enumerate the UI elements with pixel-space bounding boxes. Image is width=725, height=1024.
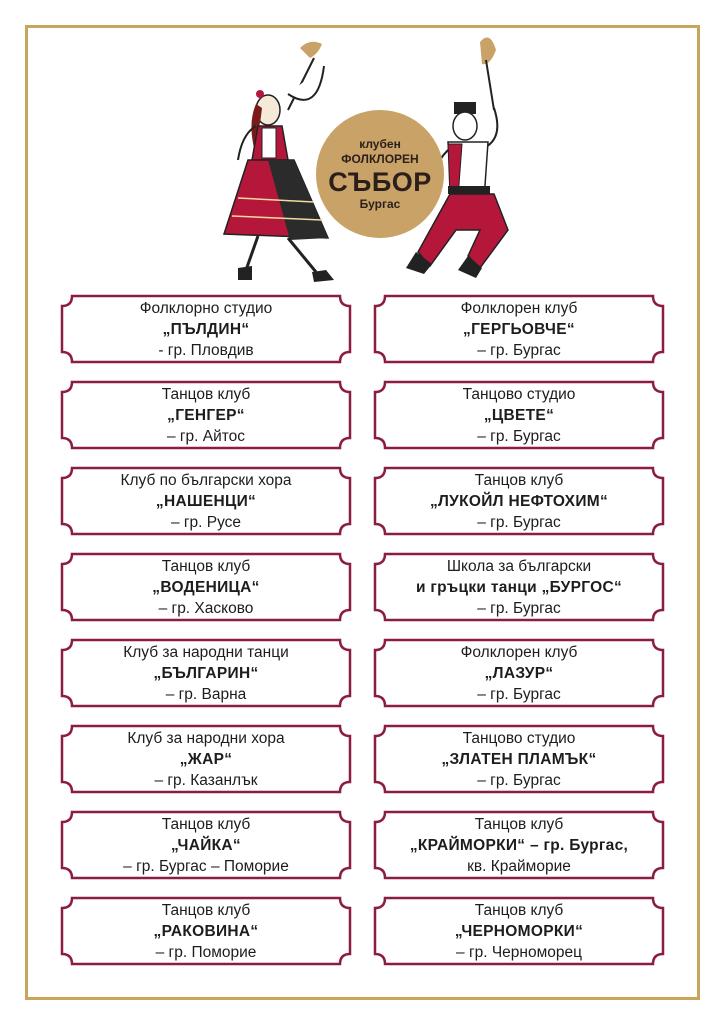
- club-city: – гр. Бургас: [477, 341, 561, 359]
- club-name: „ЦВЕТЕ“: [483, 406, 555, 424]
- club-type: Клуб за народни хора: [127, 729, 285, 747]
- festival-emblem: [316, 110, 444, 238]
- club-name: „ЗЛАТЕН ПЛАМЪК“: [441, 750, 597, 768]
- club-city: – гр. Бургас: [477, 427, 561, 445]
- club-card: [60, 810, 352, 880]
- club-card: [373, 380, 665, 450]
- club-type: Фолклорен клуб: [460, 299, 578, 317]
- club-type: Фолклорно студио: [139, 299, 273, 317]
- club-card: [373, 466, 665, 536]
- club-city: – гр. Хасково: [158, 599, 254, 617]
- club-name: и гръцки танци „БУРГОС“: [415, 578, 623, 596]
- club-name: „КРАЙМОРКИ“ – гр. Бургас,: [409, 836, 629, 854]
- club-card: [60, 724, 352, 794]
- club-type: Танцов клуб: [474, 901, 564, 919]
- club-card: [60, 466, 352, 536]
- club-name: „ЧАЙКА“: [171, 836, 241, 854]
- club-name: „ЧЕРНОМОРКИ“: [454, 922, 584, 940]
- club-type: Клуб за народни танци: [123, 643, 289, 661]
- club-card: [373, 810, 665, 880]
- club-city: – гр. Русе: [170, 513, 242, 531]
- emblem-subtitle-2: ФОЛКЛОРЕН: [341, 151, 419, 166]
- club-card: [60, 638, 352, 708]
- club-city: – гр. Айтос: [166, 427, 246, 445]
- club-name: „ЖАР“: [179, 750, 233, 768]
- emblem-city: Бургас: [359, 196, 401, 211]
- club-type: Танцов клуб: [161, 901, 251, 919]
- club-type: Школа за български: [446, 557, 592, 575]
- emblem-subtitle: клубен: [359, 136, 401, 151]
- club-name: „ГЕРГЬОВЧЕ“: [463, 320, 575, 338]
- club-card: [60, 896, 352, 966]
- club-name: „ПЪЛДИН“: [162, 320, 250, 338]
- club-name: „ЛАЗУР“: [484, 664, 554, 682]
- club-type: Клуб по български хора: [120, 471, 292, 489]
- club-city: – гр. Поморие: [155, 943, 257, 961]
- club-city: – гр. Бургас: [477, 685, 561, 703]
- club-card: [60, 552, 352, 622]
- club-name: „ВОДЕНИЦА“: [152, 578, 260, 596]
- club-city: – гр. Черноморец: [456, 943, 582, 961]
- club-name: „ГЕНГЕР“: [167, 406, 245, 424]
- club-type: Танцов клуб: [161, 557, 251, 575]
- club-city: – гр. Бургас – Поморие: [123, 857, 289, 875]
- club-name: „ЛУКОЙЛ НЕФТОХИМ“: [429, 492, 609, 510]
- emblem-title: СЪБОР: [328, 166, 432, 197]
- club-type: Фолклорен клуб: [460, 643, 578, 661]
- club-city: – гр. Бургас: [477, 513, 561, 531]
- club-city: – гр. Бургас: [477, 771, 561, 789]
- club-card: [373, 552, 665, 622]
- club-city: – гр. Бургас: [477, 599, 561, 617]
- club-city: кв. Крайморие: [467, 857, 571, 875]
- club-type: Танцов клуб: [474, 815, 564, 833]
- club-type: Танцов клуб: [161, 815, 251, 833]
- club-type: Танцов клуб: [474, 471, 564, 489]
- club-card: [60, 380, 352, 450]
- club-type: Танцово студио: [462, 385, 576, 403]
- club-card: [373, 294, 665, 364]
- club-card: [60, 294, 352, 364]
- club-card: [373, 724, 665, 794]
- club-type: Танцово студио: [462, 729, 576, 747]
- club-name: „НАШЕНЦИ“: [155, 492, 257, 510]
- club-name: „БЪЛГАРИН“: [153, 664, 259, 682]
- club-city: – гр. Казанлък: [154, 771, 258, 789]
- club-type: Танцов клуб: [161, 385, 251, 403]
- club-card: [373, 896, 665, 966]
- festival-logo: [218, 30, 528, 292]
- club-card: [373, 638, 665, 708]
- club-city: – гр. Варна: [165, 685, 247, 703]
- club-name: „РАКОВИНА“: [153, 922, 259, 940]
- club-city: - гр. Пловдив: [158, 341, 254, 359]
